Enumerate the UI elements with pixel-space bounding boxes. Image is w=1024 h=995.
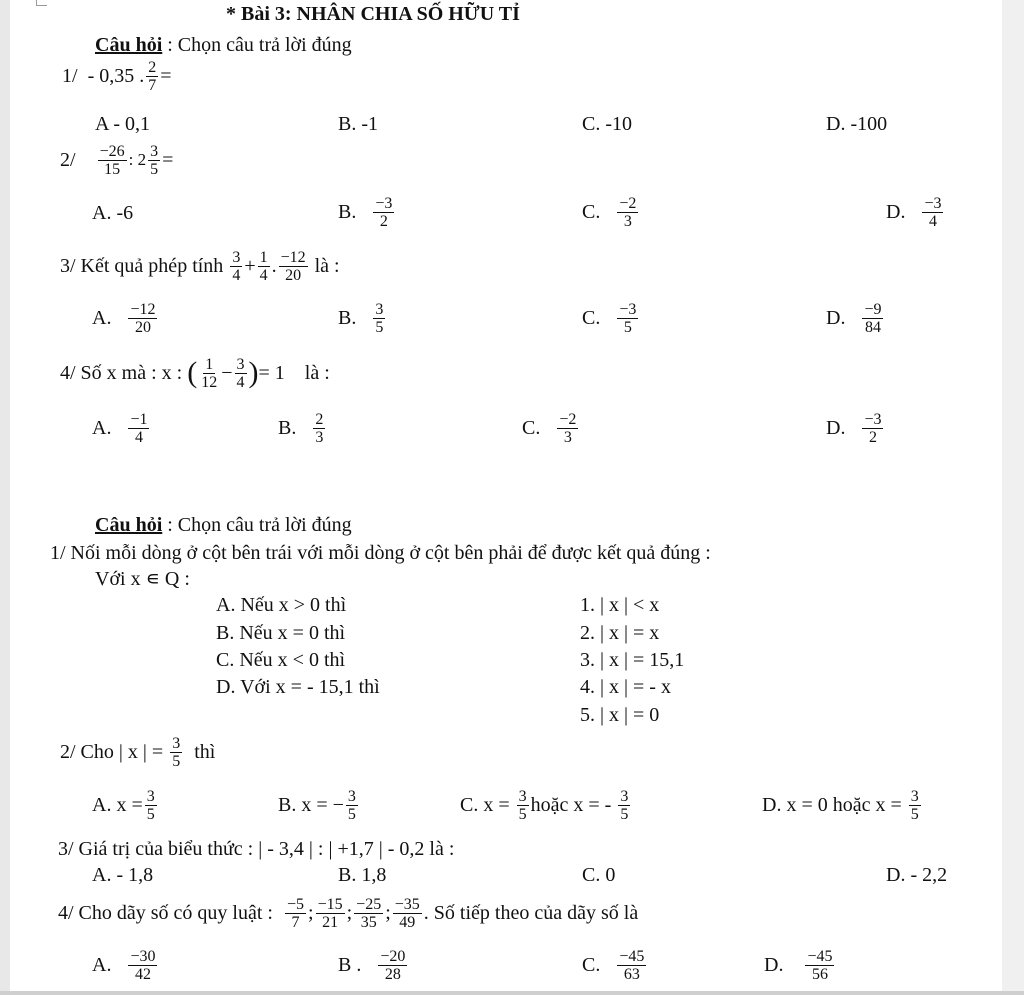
- fraction-numerator: −25: [356, 895, 382, 913]
- fraction-denominator: 3: [623, 212, 632, 230]
- fraction-numerator: −3: [864, 410, 882, 428]
- p2-q2-option-b-label: B. x = −: [278, 794, 344, 816]
- part1-heading-rest: : Chọn câu trả lời đúng: [162, 34, 352, 56]
- fraction-numerator: 3: [375, 300, 384, 318]
- p2-q1-left-b[interactable]: B. Nếu x = 0 thì: [216, 622, 346, 644]
- fraction-numerator: 2: [148, 58, 157, 76]
- fraction-denominator: 20: [134, 318, 151, 336]
- p2-q4-option-b-label: B .: [338, 954, 362, 976]
- p2-q4-sep-1: ;: [308, 902, 314, 924]
- p2-q2-option-a[interactable]: [92, 782, 159, 828]
- fraction-denominator: 2: [379, 212, 388, 230]
- p2-q1-right-5[interactable]: 5. | x | = 0: [580, 704, 660, 726]
- p1-q3-fraction-1: [230, 249, 242, 284]
- fraction-denominator: 12: [201, 373, 218, 391]
- p2-q2-option-c-mid: hoặc x = -: [530, 794, 612, 816]
- fraction-denominator: 5: [620, 805, 629, 823]
- p1-q2-option-d-label: D.: [886, 201, 906, 223]
- p1-q1-option-c[interactable]: C. -10: [582, 113, 632, 135]
- fraction-numerator: 3: [232, 248, 241, 266]
- p2-q2-option-d-label: D. x = 0 hoặc x =: [762, 794, 902, 816]
- p2-q4-seq-3: [354, 896, 383, 931]
- fraction-denominator: 5: [623, 318, 632, 336]
- fraction-denominator: 5: [375, 318, 384, 336]
- fraction-numerator: −3: [619, 300, 637, 318]
- p1-q2-op: : 2: [128, 150, 147, 169]
- fraction-numerator: −26: [99, 142, 125, 160]
- p2-q2-option-a-label: A. x =: [92, 794, 143, 816]
- fraction-numerator: 1: [205, 355, 214, 373]
- p1-q2-option-d-fraction: [922, 195, 943, 230]
- p1-q3-option-d[interactable]: [826, 295, 885, 341]
- p1-q2-option-d[interactable]: [886, 190, 945, 234]
- p2-q2-option-c-fraction-2: [618, 788, 630, 823]
- p1-q3-dot: .: [271, 255, 277, 277]
- p2-q4-option-b-fraction: [378, 948, 407, 983]
- p2-q1-right-4[interactable]: 4. | x | = - x: [580, 676, 671, 698]
- p1-q4-rparen: ): [248, 356, 259, 389]
- p2-q3-option-c[interactable]: C. 0: [582, 864, 616, 886]
- fraction-denominator: 28: [384, 965, 401, 983]
- fraction-numerator: −2: [559, 410, 577, 428]
- p1-q1-option-a[interactable]: A - 0,1: [95, 113, 150, 135]
- p1-q4-option-a[interactable]: [92, 405, 151, 451]
- p2-q1-right-3[interactable]: 3. | x | = 15,1: [580, 649, 685, 671]
- p1-q4-option-d-fraction: [862, 411, 883, 446]
- p2-q4-option-c[interactable]: [582, 942, 648, 988]
- p1-q2-expression: [60, 140, 173, 180]
- p2-q4-option-d-label: D.: [764, 954, 784, 976]
- p1-q2-eq: =: [162, 149, 174, 171]
- p1-q3-option-d-label: D.: [826, 307, 846, 329]
- p1-q1-label: 1/: [62, 65, 78, 87]
- p2-q4-option-a-fraction: [128, 948, 157, 983]
- p2-q1-context: Với x ∊ Q :: [95, 568, 190, 590]
- p2-q2-option-a-fraction: [145, 788, 157, 823]
- p2-q4-option-c-label: C.: [582, 954, 601, 976]
- p1-q4-lparen: (: [187, 356, 198, 389]
- p1-q4-eq: = 1: [258, 362, 285, 384]
- p1-q4-option-b[interactable]: [278, 405, 327, 451]
- fraction-denominator: 56: [811, 965, 828, 983]
- p1-q2-fraction-2: [148, 143, 160, 178]
- fraction-numerator: −45: [619, 947, 645, 965]
- p1-q3-option-a-label: A.: [92, 307, 112, 329]
- p1-q4-option-b-label: B.: [278, 417, 297, 439]
- p1-q4-option-c-label: C.: [522, 417, 541, 439]
- p1-q4-minus: −: [221, 362, 233, 384]
- fraction-denominator: 21: [322, 913, 339, 931]
- p2-q2-option-c[interactable]: [460, 782, 632, 828]
- p1-q4-option-b-fraction: [313, 411, 325, 446]
- p1-q2-option-a[interactable]: A. -6: [92, 202, 134, 224]
- part1-heading-label: Câu hỏi: [95, 34, 163, 56]
- p1-q3-option-b-fraction: [373, 301, 385, 336]
- p1-q3-option-c-fraction: [617, 301, 638, 336]
- p1-q3-text-post: là :: [314, 255, 340, 277]
- fraction-denominator: 15: [104, 160, 121, 178]
- p2-q1-right-1[interactable]: 1. | x | < x: [580, 594, 660, 616]
- p2-q4-option-b[interactable]: [338, 942, 409, 988]
- fraction-numerator: −3: [924, 194, 942, 212]
- p2-q2-text-post: thì: [194, 741, 216, 763]
- p2-q2-option-d[interactable]: [762, 782, 923, 828]
- p1-q1-option-d[interactable]: D. -100: [826, 113, 888, 135]
- p2-q2-text: 2/ Cho | x | =: [60, 741, 164, 763]
- fraction-numerator: 1: [259, 248, 268, 266]
- p2-q2-option-b-fraction: [346, 788, 358, 823]
- fraction-denominator: 4: [232, 266, 241, 284]
- fraction-denominator: 4: [259, 266, 268, 284]
- fraction-numerator: −35: [394, 895, 420, 913]
- fraction-denominator: 20: [285, 266, 302, 284]
- fraction-numerator: 3: [172, 734, 181, 752]
- p1-q3-option-d-fraction: [862, 301, 883, 336]
- p2-q3-option-d[interactable]: D. - 2,2: [886, 864, 948, 886]
- fraction-denominator: 49: [399, 913, 416, 931]
- fraction-denominator: 5: [910, 805, 919, 823]
- page-corner-mark: [36, 0, 47, 6]
- p2-q4-expression: [58, 890, 638, 936]
- fraction-denominator: 35: [360, 913, 377, 931]
- p1-q3-fraction-3: [279, 249, 308, 284]
- p2-q4-option-d-fraction: [805, 948, 834, 983]
- p1-q1-eq: =: [160, 65, 172, 87]
- p2-q4-option-c-fraction: [617, 948, 646, 983]
- p1-q3-option-b[interactable]: [338, 295, 387, 341]
- p2-q2-option-d-fraction: [909, 788, 921, 823]
- fraction-numerator: −20: [380, 947, 406, 965]
- p1-q3-option-a[interactable]: [92, 295, 159, 341]
- p1-q2-option-c[interactable]: [582, 190, 640, 234]
- p2-q4-sep-3: ;: [385, 902, 391, 924]
- fraction-numerator: −15: [317, 895, 343, 913]
- part1-heading: [95, 34, 352, 56]
- fraction-denominator: 42: [134, 965, 151, 983]
- p1-q3-expression: [60, 244, 340, 288]
- p1-q1-fraction: [146, 59, 158, 94]
- fraction-denominator: 7: [148, 76, 157, 94]
- p2-q1-left-d[interactable]: D. Với x = - 15,1 thì: [216, 676, 380, 698]
- p1-q1-option-b[interactable]: B. -1: [338, 113, 378, 135]
- fraction-numerator: 3: [620, 787, 629, 805]
- p1-q4-option-d[interactable]: [826, 405, 885, 451]
- fraction-numerator: 3: [910, 787, 919, 805]
- p1-q3-option-c-label: C.: [582, 307, 601, 329]
- fraction-numerator: 3: [236, 355, 245, 373]
- fraction-denominator: 5: [150, 160, 159, 178]
- fraction-denominator: 7: [291, 913, 300, 931]
- fraction-numerator: 2: [315, 410, 324, 428]
- p2-q2-fraction: [170, 735, 182, 770]
- p1-q4-option-c[interactable]: [522, 405, 580, 451]
- p2-q2-option-c-fraction-1: [517, 788, 529, 823]
- p1-q3-option-a-fraction: [128, 301, 157, 336]
- fraction-numerator: 3: [150, 142, 159, 160]
- fraction-denominator: 5: [172, 752, 181, 770]
- fraction-numerator: −12: [280, 248, 306, 266]
- p1-q4-option-c-fraction: [557, 411, 578, 446]
- fraction-numerator: −2: [619, 194, 637, 212]
- fraction-numerator: −12: [130, 300, 156, 318]
- p2-q1-text: 1/ Nối mỗi dòng ở cột bên trái với mỗi dòng ở cột bên phải để được kết quả đúng :: [50, 542, 711, 564]
- p1-q4-option-d-label: D.: [826, 417, 846, 439]
- right-scroll-gutter: [1002, 0, 1024, 995]
- p1-q1-expression: [62, 58, 172, 94]
- fraction-numerator: −5: [286, 895, 305, 913]
- p2-q2-option-b[interactable]: [278, 782, 360, 828]
- fraction-denominator: 84: [864, 318, 881, 336]
- p2-q2-expression: [60, 730, 215, 774]
- fraction-numerator: −30: [130, 947, 156, 965]
- part2-heading-rest: : Chọn câu trả lời đúng: [162, 514, 352, 536]
- p2-q4-text-post: . Số tiếp theo của dãy số là: [423, 902, 639, 924]
- fraction-denominator: 2: [868, 428, 877, 446]
- p2-q1-left-a[interactable]: A. Nếu x > 0 thì: [216, 594, 347, 616]
- fraction-denominator: 5: [518, 805, 527, 823]
- p1-q2-option-b-label: B.: [338, 201, 357, 223]
- p1-q4-option-a-fraction: [128, 411, 149, 446]
- fraction-numerator: −3: [375, 194, 393, 212]
- p2-q3-option-b[interactable]: B. 1,8: [338, 864, 387, 886]
- fraction-numerator: −1: [130, 410, 148, 428]
- p1-q4-option-a-label: A.: [92, 417, 112, 439]
- fraction-denominator: 5: [146, 805, 155, 823]
- p1-q3-fraction-2: [258, 249, 270, 284]
- p2-q4-seq-4: [393, 896, 422, 931]
- p2-q4-option-a-label: A.: [92, 954, 112, 976]
- fraction-numerator: 3: [518, 787, 527, 805]
- p1-q3-option-b-label: B.: [338, 307, 357, 329]
- fraction-denominator: 3: [563, 428, 572, 446]
- bottom-edge: [0, 991, 1024, 995]
- part2-heading: [95, 514, 352, 536]
- p1-q2-fraction-1: [98, 143, 127, 178]
- p2-q3-text: 3/ Giá trị của biểu thức : | - 3,4 | : | +1,7 | - 0,2 là :: [58, 838, 455, 860]
- p1-q4-expression: [60, 348, 330, 398]
- p1-q2-option-c-fraction: [617, 195, 638, 230]
- p1-q2-option-c-label: C.: [582, 201, 601, 223]
- fraction-numerator: −9: [864, 300, 882, 318]
- fraction-denominator: 3: [315, 428, 324, 446]
- p1-q2-option-b-fraction: [373, 195, 394, 230]
- p2-q4-seq-1: [285, 896, 306, 931]
- p1-q4-text: 4/ Số x mà : x :: [60, 362, 183, 384]
- p1-q3-option-c[interactable]: [582, 295, 640, 341]
- fraction-numerator: 3: [146, 787, 155, 805]
- p1-q2-option-b[interactable]: [338, 190, 396, 234]
- p1-q4-fraction-2: [235, 356, 247, 391]
- fraction-numerator: 3: [347, 787, 356, 805]
- fraction-denominator: 4: [236, 373, 245, 391]
- p2-q1-left-c[interactable]: C. Nếu x < 0 thì: [216, 649, 346, 671]
- p2-q4-sep-2: ;: [346, 902, 353, 924]
- p2-q1-right-2[interactable]: 2. | x | = x: [580, 622, 660, 644]
- p1-q3-plus: +: [244, 255, 256, 277]
- fraction-denominator: 5: [347, 805, 356, 823]
- p1-q1-expr: - 0,35 .: [87, 65, 145, 87]
- fraction-denominator: 4: [134, 428, 143, 446]
- p2-q2-option-c-label: C. x =: [460, 794, 510, 816]
- p2-q4-option-a[interactable]: [92, 942, 159, 988]
- p1-q4-text-post: là :: [304, 362, 330, 384]
- page-title: * Bài 3: NHÂN CHIA SỐ HỮU TỈ: [226, 3, 520, 25]
- p1-q3-text: 3/ Kết quả phép tính: [60, 255, 224, 277]
- fraction-denominator: 63: [623, 965, 640, 983]
- fraction-denominator: 4: [928, 212, 937, 230]
- p1-q4-fraction-1: [199, 356, 219, 391]
- p1-q2-label: 2/: [60, 149, 76, 171]
- p2-q4-option-d[interactable]: [764, 942, 836, 988]
- p2-q4-text: 4/ Cho dãy số có quy luật :: [58, 902, 273, 924]
- p2-q3-option-a[interactable]: A. - 1,8: [92, 864, 154, 886]
- p2-q4-seq-2: [316, 896, 345, 931]
- part2-heading-label: Câu hỏi: [95, 514, 163, 536]
- fraction-numerator: −45: [807, 947, 833, 965]
